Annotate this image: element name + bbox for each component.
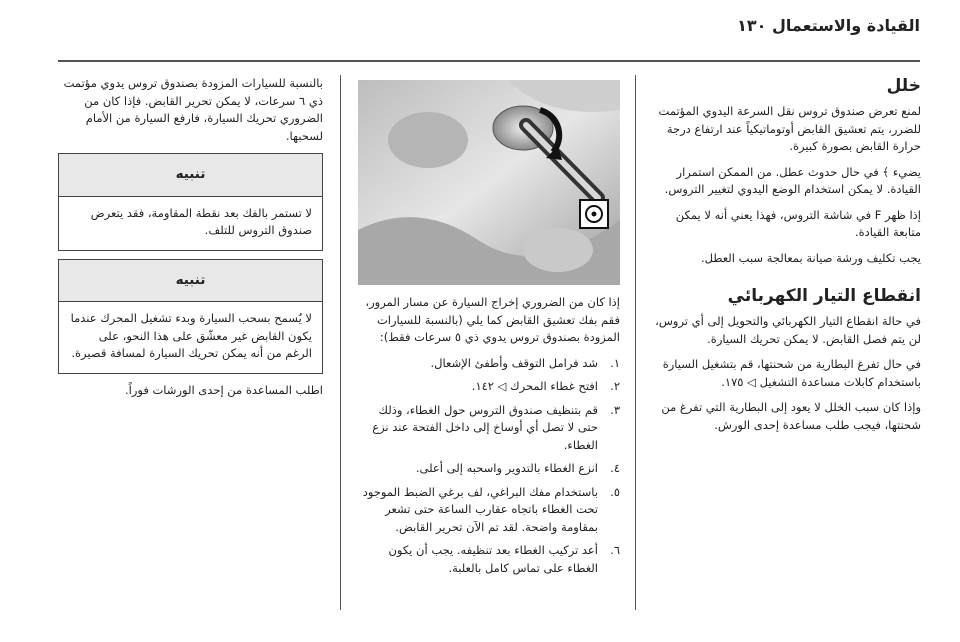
list-item: [358, 484, 620, 537]
step-text: انزع الغطاء بالتدوير واسحبه إلى أعلى.: [415, 461, 598, 475]
paragraph: إذا كان من الضروري إخراج السيارة عن مسار المرور، فقم بفك تعشيق القابض كما يلي (بالنسبة للسيارات المزودة بصندوق تروس يدوي ذي ٥ سرعات فقط):: [365, 295, 620, 344]
notice-box: [58, 153, 323, 251]
step-text: أعد تركيب الغطاء بعد تنظيفه. يجب أن يكون الغطاء على تماس كامل بالعلبة.: [388, 543, 598, 575]
page-header: القيادة والاستعمال ١٣٠: [737, 16, 920, 35]
column-divider: [340, 75, 341, 610]
header-divider: [58, 60, 920, 62]
paragraph: يضيء ﴾ في حال حدوث عطل. من الممكن استمرار القيادة. لا يمكن استخدام الوضع اليدوي لتغيير التروس.: [664, 164, 921, 196]
list-item: [358, 460, 620, 478]
notice-text: لا تستمر بالفك بعد نقطة المقاومة، فقد يتعرض صندوق التروس للتلف.: [90, 205, 312, 237]
paragraph: لمنع تعرض صندوق تروس نقل السرعة اليدوي المؤتمت للضرر، يتم تعشيق القابض أوتوماتيكياً عند ارتفاع درجة حرارة القابض بصورة كبيرة.: [658, 104, 921, 153]
paragraph: إذا ظهر F في شاشة التروس، فهذا يعني أنه لا يمكن متابعة القيادة.: [675, 207, 921, 239]
step-number: ٥.: [610, 484, 620, 499]
section-title-malfunction: خلل: [886, 76, 921, 96]
step-text: افتح غطاء المحرك ◁ ١٤٢.: [471, 379, 598, 393]
paragraph: اطلب المساعدة من إحدى الورشات فوراً.: [124, 382, 323, 397]
step-number: ٦.: [610, 543, 620, 557]
notice-text: لا يُسمح بسحب السيارة وبدء تشغيل المحرك عندما يكون القابض غير معشّق على هذا النحو، على الرغم من أنه يمكن تحريك السيارة لمسافة قصيرة.: [70, 311, 312, 360]
paragraph: وإذا كان سبب الخلل لا يعود إلى البطارية التي تفرغ من شحنتها، فيجب طلب مساعدة إحدى الورش.: [661, 400, 921, 432]
notice-box: [58, 259, 323, 374]
right-column: [653, 75, 921, 442]
paragraph: في حال تفرغ البطارية من شحنتها، قم بتشغيل السيارة باستخدام كابلات مساعدة التشغيل ◁ ١٧٥.: [662, 357, 921, 389]
list-item: [358, 542, 620, 577]
column-divider: [635, 75, 636, 610]
list-item: [358, 355, 620, 373]
paragraph: يجب تكليف ورشة صيانة بمعالجة سبب العطل.: [700, 250, 921, 265]
step-text: شد فرامل التوقف وأطفئ الإشعال.: [430, 355, 598, 370]
step-number: ٢.: [610, 379, 620, 393]
notice-title: تنبيه: [59, 154, 322, 197]
left-column: [58, 75, 323, 407]
photo-illustration: [358, 80, 620, 285]
gearbox-cover-photo: [358, 80, 620, 285]
step-number: ١.: [610, 355, 620, 370]
step-text: قم بتنظيف صندوق التروس حول الغطاء، وذلك حتى لا تصل أي أوساخ إلى داخل الفتحة عند نزع الغطاء.: [372, 402, 598, 452]
list-item: [358, 378, 620, 396]
step-number: ٣.: [610, 402, 620, 417]
notice-title: تنبيه: [59, 260, 322, 303]
step-text: باستخدام مفك البراغي، لف برغي الضبط الموجود تحت الغطاء باتجاه عقارب الساعة حتى تشعر بمقاومة واضحة. لقد تم الآن تحرير القابض.: [362, 484, 598, 534]
section-title-power-failure: انقطاع التيار الكهربائي: [727, 286, 921, 306]
step-number: ٤.: [610, 461, 620, 475]
paragraph: في حالة انقطاع التيار الكهربائي والتحويل إلى أي تروس، لن يتم فصل القابض. لا يمكن تحريك السيارة.: [655, 314, 921, 346]
paragraph: بالنسبة للسيارات المزودة بصندوق تروس يدوي مؤتمت ذي ٦ سرعات، لا يمكن تحرير القابض. فإذا كان من الضروري تحريك السيارة، فارفع السيارة من الأمام لسحبها.: [63, 76, 323, 143]
middle-column: [358, 294, 620, 583]
list-item: [358, 402, 620, 455]
